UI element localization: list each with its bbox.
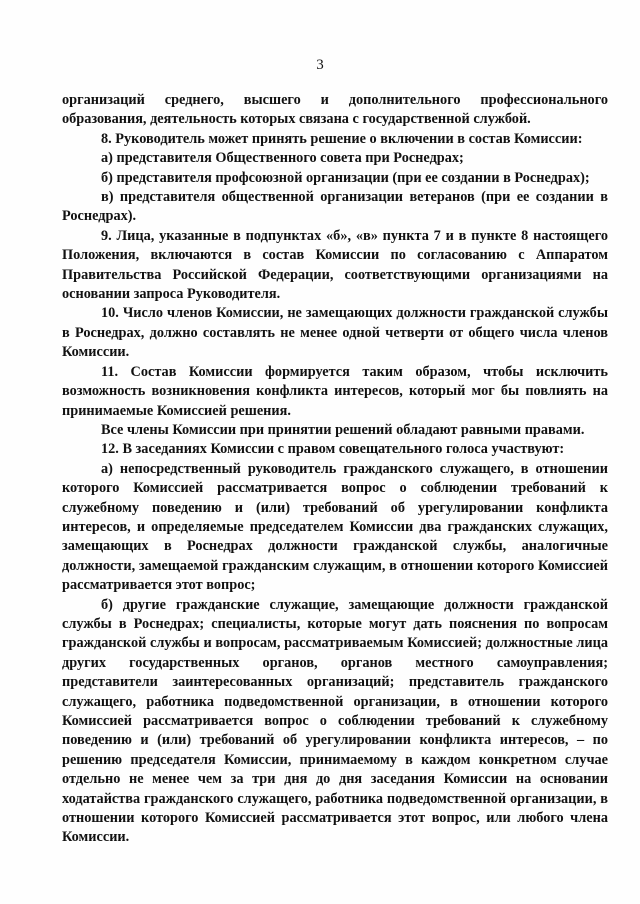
document-body: [62, 91, 608, 848]
paragraph-item-8b: б) представителя профсоюзной организации (при ее создании в Роснедрах);: [101, 169, 590, 186]
paragraph-item-12: 12. В заседаниях Комиссии с правом совещательного голоса участвуют:: [101, 441, 565, 458]
paragraph-item-8v: в) представителя общественной организации ветеранов (при ее создании в Роснедрах).: [62, 189, 608, 225]
paragraph-item-8a: а) представителя Общественного совета при Роснедрах;: [101, 150, 464, 167]
paragraph-item-10: 10. Число членов Комиссии, не замещающих должности гражданской службы в Роснедрах, должно составлять не менее одной четверти от общего числа членов Комиссии.: [62, 305, 608, 361]
paragraph-equal-rights: Все члены Комиссии при принятии решений обладают равными правами.: [101, 421, 585, 438]
paragraph-item-9: 9. Лица, указанные в подпунктах «б», «в» пункта 7 и в пункте 8 настоящего Положения, включаются в состав Комиссии по согласованию с Аппаратом Правительства Российской Федерации, соответствующими организациями на основании запроса Руководителя.: [62, 227, 608, 303]
page-number: 3: [316, 57, 324, 73]
paragraph-continuation: организаций среднего, высшего и дополнительного профессионального образования, деятельность которых связана с государственной службой.: [62, 92, 608, 128]
paragraph-item-11: 11. Состав Комиссии формируется таким образом, чтобы исключить возможность возникновения конфликта интересов, который мог бы повлиять на принимаемые Комиссией решения.: [62, 363, 608, 419]
paragraph-item-8: 8. Руководитель может принять решение о включении в состав Комиссии:: [101, 130, 583, 147]
paragraph-item-12a: а) непосредственный руководитель гражданского служащего, в отношении которого Комиссией рассматривается вопрос о соблюдении требований к служебному поведению и (или) требований об урегулировании конфликта интересов, и определяемые председателем Комиссии два гражданских служащих, замещающих в Роснедрах должности гражданской службы, аналогичные должности, замещаемой гражданским служащим, в отношении которого Комиссией рассматривается этот вопрос;: [62, 460, 608, 594]
paragraph-item-12b: б) другие гражданские служащие, замещающие должности гражданской службы в Роснедрах; специалисты, которые могут дать пояснения по вопросам гражданской службы и вопросам, рассматриваемым Комиссией; должностные лица других государственных органов, органов местного самоуправления; представители заинтересованных организаций; представитель гражданского служащего, работника подведомственной организации, в отношении которого Комиссией рассматривается вопрос о соблюдении требований к служебному поведению и (или) требований об урегулировании конфликта интересов, – по решению председателя Комиссии, принимаемому в каждом конкретном случае отдельно не менее чем за три дня до дня заседания Комиссии на основании ходатайства гражданского служащего, работника подведомственной организации, в отношении которого Комиссией рассматривается этот вопрос, или любого члена Комиссии.: [62, 596, 608, 846]
